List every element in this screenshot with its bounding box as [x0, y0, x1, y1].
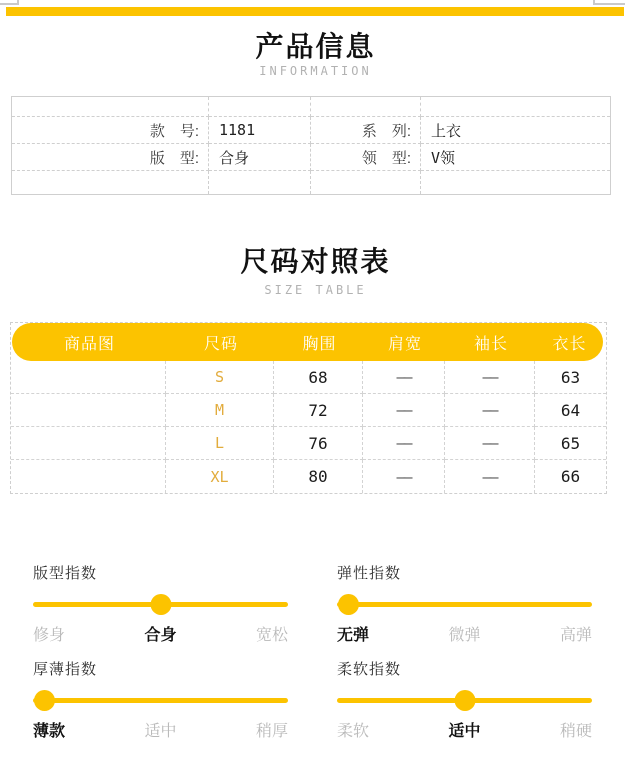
info-cell-empty: [12, 97, 209, 117]
top-right-table-corner-mark: [593, 0, 625, 5]
info-cell-empty: [12, 171, 209, 194]
slider-knob: [150, 594, 171, 615]
slider-knob: [338, 594, 359, 615]
gold-divider-bar: [6, 7, 624, 16]
col-header-length: 衣长: [552, 335, 587, 353]
elasticity-index-options: [337, 622, 592, 645]
product-info-table: [11, 96, 611, 195]
sleeve-cell: ——: [445, 361, 535, 394]
info-label-collar: 领 型:: [311, 144, 421, 171]
thickness-index-slider: [33, 658, 288, 741]
info-cell-empty: [209, 97, 311, 117]
thickness-index-options: [33, 718, 288, 741]
chest-cell: 68: [274, 361, 363, 394]
size-table-subtitle: SIZE TABLE: [264, 283, 367, 297]
option-slightly-hard: 稍硬: [559, 723, 592, 740]
sleeve-cell: ——: [445, 427, 535, 460]
softness-index-options: [337, 718, 592, 741]
product-image-cell: [11, 460, 166, 493]
fit-index-slider: [33, 562, 288, 645]
col-header-sleeve: 袖长: [473, 335, 508, 353]
option-fitted-selected: 合身: [144, 627, 177, 644]
info-value-fit: 合身: [209, 144, 311, 171]
info-cell-empty: [311, 97, 421, 117]
product-image-cell: [11, 361, 166, 394]
fit-index-track: [33, 594, 288, 615]
option-soft: 柔软: [337, 723, 370, 740]
shoulder-cell: ——: [363, 361, 445, 394]
info-cell-empty: [209, 171, 311, 194]
option-loose: 宽松: [255, 627, 288, 644]
slider-line: [33, 698, 288, 703]
info-label-fit: 版 型:: [12, 144, 209, 171]
col-header-shoulder: 肩宽: [387, 335, 422, 353]
col-header-size: 尺码: [203, 335, 238, 353]
product-info-title: 产品信息: [255, 31, 376, 62]
option-medium-selected: 适中: [448, 723, 481, 740]
fit-index-options: [33, 622, 288, 645]
info-cell-empty: [421, 171, 610, 194]
thickness-index-title: 厚薄指数: [33, 661, 98, 678]
product-image-cell: [11, 394, 166, 427]
info-value-series: 上衣: [421, 117, 610, 144]
length-cell: 66: [560, 467, 581, 486]
slider-knob: [454, 690, 475, 711]
option-slightly-thick: 稍厚: [255, 723, 288, 740]
option-slim: 修身: [33, 627, 66, 644]
slider-line: [337, 602, 592, 607]
thickness-index-track: [33, 690, 288, 711]
info-label-series: 系 列:: [311, 117, 421, 144]
info-cell-empty: [421, 97, 610, 117]
info-cell-empty: [311, 171, 421, 194]
sleeve-cell: ——: [445, 394, 535, 427]
info-value-style-number: 1181: [209, 117, 311, 144]
elasticity-index-track: [337, 594, 592, 615]
shoulder-cell: ——: [363, 460, 445, 493]
size-chart-table: [10, 322, 607, 494]
info-label-style-number: 款 号:: [12, 117, 209, 144]
softness-index-track: [337, 690, 592, 711]
top-left-table-corner-mark: [0, 0, 19, 5]
info-value-collar: V领: [421, 144, 610, 171]
size-table-body: [11, 361, 606, 493]
chest-cell: 80: [274, 460, 363, 493]
sleeve-cell: ——: [445, 460, 535, 493]
product-info-subtitle: INFORMATION: [259, 64, 372, 78]
slider-knob: [34, 690, 55, 711]
col-header-chest: 胸围: [302, 335, 337, 353]
size-table-header: [12, 323, 603, 361]
length-cell: 65: [535, 427, 606, 460]
size-cell: L: [166, 427, 274, 460]
option-slight-stretch: 微弹: [448, 627, 481, 644]
length-cell: 63: [535, 361, 606, 394]
chest-cell: 72: [274, 394, 363, 427]
size-table-title: 尺码对照表: [240, 246, 391, 277]
option-medium: 适中: [144, 723, 177, 740]
size-cell: M: [166, 394, 274, 427]
size-cell: S: [166, 361, 274, 394]
shoulder-cell: ——: [363, 427, 445, 460]
elasticity-index-slider: [337, 562, 592, 645]
elasticity-index-title: 弹性指数: [337, 565, 402, 582]
softness-index-title: 柔软指数: [337, 661, 402, 678]
chest-cell: 76: [274, 427, 363, 460]
option-thin-selected: 薄款: [33, 723, 66, 740]
product-image-cell: [11, 427, 166, 460]
softness-index-slider: [337, 658, 592, 741]
size-cell: XL: [166, 460, 274, 493]
fit-index-title: 版型指数: [33, 565, 98, 582]
col-header-product-image: 商品图: [63, 335, 115, 353]
length-cell: 64: [535, 394, 606, 427]
option-high-stretch: 高弹: [559, 627, 592, 644]
shoulder-cell: ——: [363, 394, 445, 427]
option-no-stretch-selected: 无弹: [337, 627, 370, 644]
